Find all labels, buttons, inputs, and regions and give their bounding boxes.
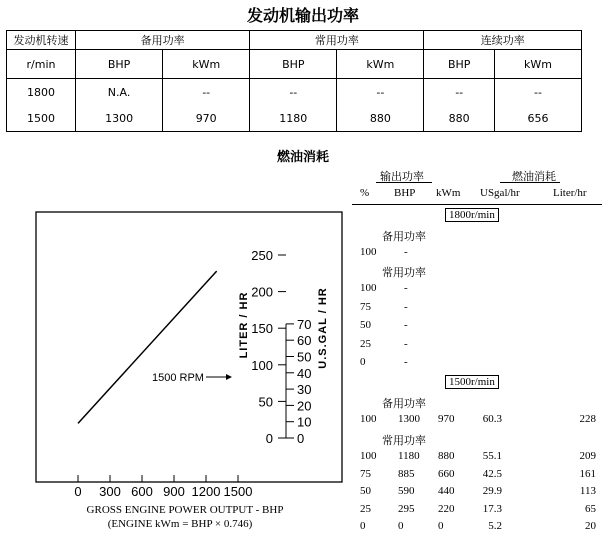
unit-cell: BHP [250,50,337,79]
fuel-cell: - [404,300,408,313]
value-cell: -- [424,79,494,106]
col-kwm: kWm [436,187,461,199]
value-cell: 1180 [250,105,337,132]
x-tick-label: 1200 [191,484,221,499]
row-speed: 1800 [7,79,76,106]
y-right-axis-label: U.S.GAL / HR [317,287,329,369]
y-left-tick-label: 100 [251,357,273,373]
hdr-fuel: 燃油消耗 [512,170,556,183]
fuel-cell: 440 [438,485,455,497]
y-right-tick-label: 20 [297,398,312,414]
fuel-cell: 220 [438,502,455,515]
x-tick-label: 300 [99,484,121,499]
fuel-cell: 1180 [398,450,420,462]
col-liter: Liter/hr [553,187,587,199]
fuel-cell: 970 [438,413,455,425]
fuel-cell: 25 [360,502,371,515]
value-cell: -- [250,79,337,106]
fuel-cell: 100 [360,246,377,258]
prime-label: 常用功率 [382,266,426,279]
group-prime: 常用功率 [250,31,424,50]
x-axis-label: GROSS ENGINE POWER OUTPUT - BHP [86,504,284,516]
speed-header: 发动机转速 [7,31,76,50]
fuel-cell: 5.2 [488,520,502,532]
y-right-tick-label: 60 [297,333,312,349]
y-left-tick-label: 200 [251,284,273,300]
group-standby: 备用功率 [76,31,250,50]
x-tick-label: 900 [163,484,185,499]
fuel-cell: - [404,337,408,350]
fuel-cell: 100 [360,450,377,462]
value-cell: -- [337,79,424,106]
fuel-cell: 60.3 [482,413,502,425]
standby-label: 备用功率 [382,397,426,410]
y-right-tick-label: 30 [297,382,312,398]
fuel-cell: 295 [398,502,415,515]
fuel-cell: 228 [579,413,596,425]
hdr-output: 输出功率 [380,170,424,183]
fuel-cell: 161 [579,467,596,480]
y-left-tick-label: 50 [258,394,273,410]
x-tick-label: 600 [131,484,153,499]
fuel-cell: - [404,319,408,331]
row-speed: 1500 [7,105,76,132]
y-left-tick-label: 0 [265,431,273,446]
value-cell: -- [163,79,250,106]
x-axis-label-2: (ENGINE kWm = BHP × 0.746) [107,518,253,530]
fuel-cell: - [404,246,408,258]
fuel-cell: 50 [360,319,371,331]
fuel-cell: 885 [398,467,415,480]
fuel-cell: 1300 [398,413,420,425]
value-cell: -- [494,79,581,106]
unit-cell: kWm [494,50,581,79]
fuel-cell: - [404,356,408,368]
y-left-axis-label: LITER / HR [238,291,250,359]
fuel-cell: 0 [438,520,444,532]
unit-cell: kWm [163,50,250,79]
y-right-tick-label: 10 [297,414,312,430]
value-cell: 880 [424,105,494,132]
speed-1800-box: 1800r/min [445,208,499,222]
fuel-cell: 20 [585,520,596,532]
fuel-cell: 880 [438,450,455,462]
x-tick-label: 1500 [223,484,253,499]
fuel-cell: 100 [360,413,377,425]
fuel-cell: 209 [579,450,596,462]
x-tick-label: 0 [74,484,82,499]
fuel-cell: 29.9 [482,485,502,497]
y-right-tick-label: 40 [297,365,312,381]
series-annotation: 1500 RPM [152,372,204,384]
fuel-cell: 42.5 [482,467,502,480]
fuel-cell: 65 [585,502,596,515]
y-left-tick-label: 150 [251,321,273,337]
fuel-cell: 660 [438,467,455,480]
unit-cell: kWm [337,50,424,79]
fuel-cell: 0 [360,356,366,368]
fuel-cell: 0 [398,520,404,532]
y-right-tick-label: 50 [297,349,312,365]
fuel-cell: 55.1 [482,450,502,462]
value-cell: 970 [163,105,250,132]
fuel-cell: 590 [398,485,415,497]
value-cell: 880 [337,105,424,132]
col-pct: % [360,187,370,199]
fuel-cell: - [404,282,408,294]
fuel-cell: 0 [360,520,366,532]
fuel-cell: 100 [360,282,377,294]
col-bhp: BHP [394,187,416,199]
fuel-cell: 50 [360,485,371,497]
fuel-title: 燃油消耗 [276,150,329,165]
fuel-cell: 75 [360,300,371,313]
fuel-cell: 17.3 [482,502,502,515]
y-left-tick-label: 250 [251,248,273,263]
standby-label: 备用功率 [382,230,426,243]
unit-cell: BHP [424,50,494,79]
speed-unit: r/min [7,50,76,79]
unit-cell: BHP [76,50,163,79]
fuel-cell: 75 [360,467,371,480]
value-cell: 1300 [76,105,163,132]
y-right-tick-label: 70 [297,316,312,332]
value-cell: N.A. [76,79,163,106]
power-table-title: 发动机输出功率 [246,6,359,25]
speed-1500-box: 1500r/min [445,375,499,389]
fuel-cell: 113 [579,485,596,497]
value-cell: 656 [494,105,581,132]
col-usgal: USgal/hr [480,187,520,199]
group-continuous: 连续功率 [424,31,582,50]
prime-label: 常用功率 [382,434,426,447]
fuel-cell: 25 [360,337,371,350]
y-right-tick-label: 0 [297,431,305,446]
